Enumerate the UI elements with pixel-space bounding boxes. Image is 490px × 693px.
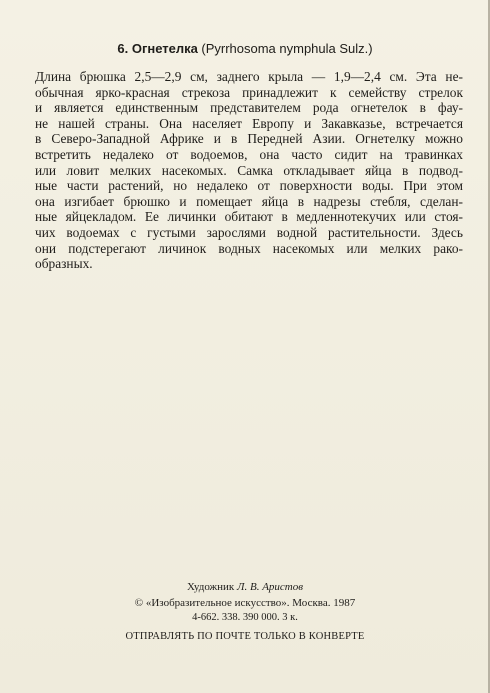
text-line: они подстерегают личинок водных насекомых или мелких рако- <box>35 240 463 256</box>
text-line: ные яйцекладом. Ее личинки обитают в медленнотекучих или стоя- <box>35 209 463 225</box>
text-line: или ловит мелких насекомых. Самка откладывает яйца в подвод- <box>35 162 463 178</box>
description-text <box>35 69 463 272</box>
print-code: 4-662. 338. 390 000. 3 к. <box>192 612 298 623</box>
text-line: Длина брюшка 2,5—2,9 см, заднего крыла — 1,9—2,4 см. Эта не- <box>35 69 463 84</box>
latin-name: (Pyrrhosoma nymphula Sulz.) <box>201 41 373 56</box>
species-title: 6. Огнетелка <box>117 41 198 56</box>
text-line: в Северо-Западной Африке и в Передней Азии. Огнетелку можно <box>35 131 463 147</box>
text-line: обычная ярко-красная стрекоза принадлежит к семейству стрелок <box>35 84 463 100</box>
artist-name: Л. В. Аристов <box>237 581 304 593</box>
text-line: образных. <box>35 256 93 272</box>
text-line: она изгибает брюшко и помещает яйца в надрезы стебля, сделан- <box>35 193 463 209</box>
mailing-note: ОТПРАВЛЯТЬ ПО ПОЧТЕ ТОЛЬКО В КОНВЕРТЕ <box>125 631 365 642</box>
species-heading <box>0 41 490 58</box>
text-line: и является единственным представителем рода огнетелок в фау- <box>35 100 463 116</box>
text-line: чих водоемах с густыми зарослями водной растительности. Здесь <box>35 224 463 240</box>
artist-label: Художник <box>186 581 235 593</box>
artist-credit <box>0 581 490 594</box>
text-line: ные части растений, но недалеко от поверхности воды. При этом <box>35 178 463 194</box>
publisher-line: © «Изобразительное искусство». Москва. 1987 <box>134 597 356 609</box>
text-line: встретить недалеко от водоемов, она часто сидит на травинках <box>35 146 463 162</box>
text-line: не нашей страны. Она населяет Европу и Закавказье, встречается <box>35 115 463 131</box>
